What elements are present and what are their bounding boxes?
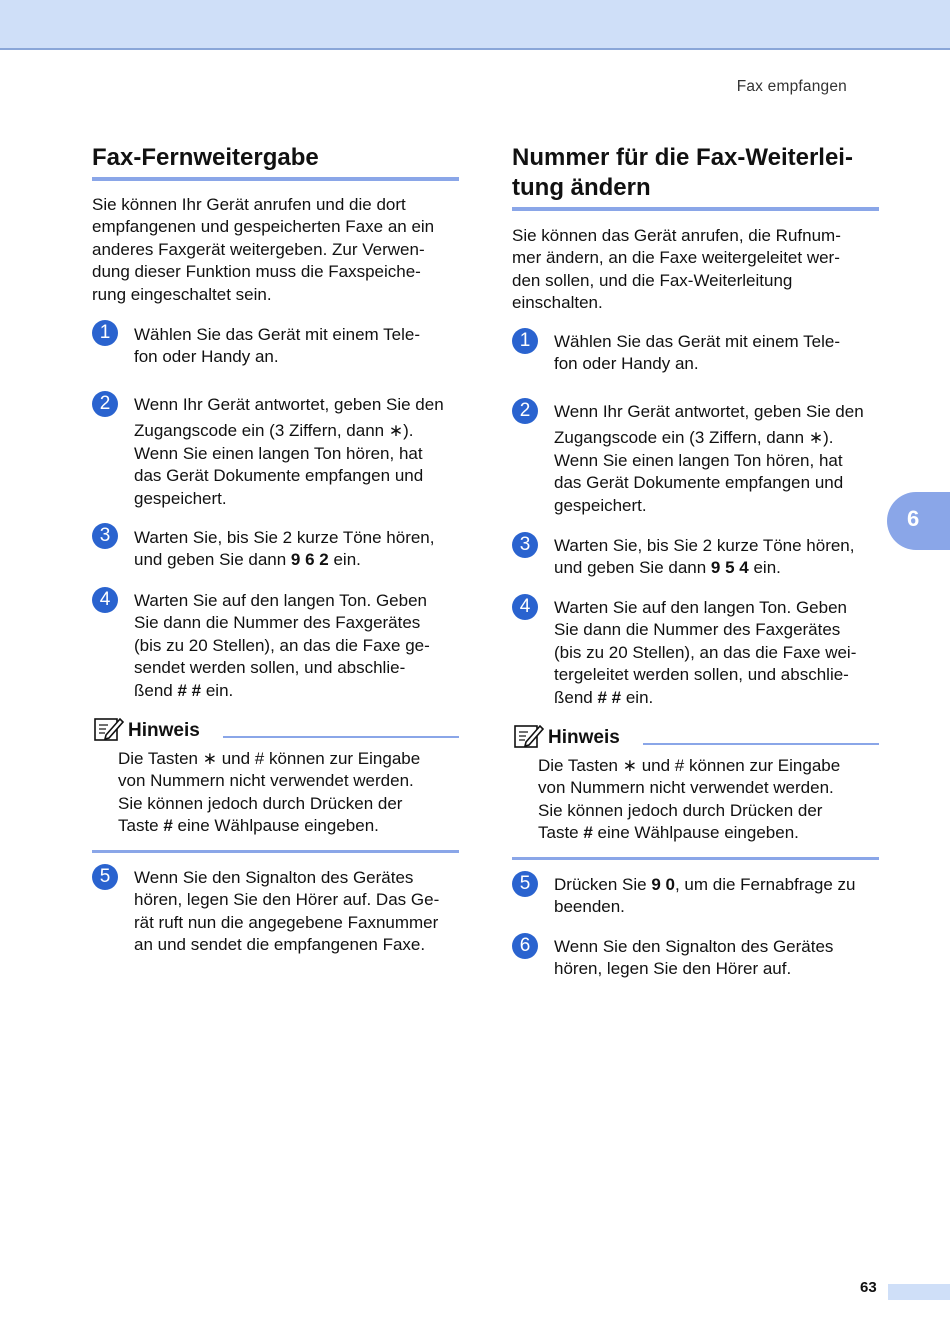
step-text: Wenn Sie den Signalton des Gerätes hören, legen Sie den Hörer auf.	[554, 937, 834, 979]
step-text: Wählen Sie das Gerät mit einem Tele- fon oder Handy an.	[134, 325, 420, 367]
right-section-title: Nummer für die Fax-Weiterlei- tung ändern	[512, 144, 853, 201]
footer-bar	[888, 1284, 950, 1300]
step-number: 1	[92, 320, 118, 346]
step-number: 4	[92, 587, 118, 613]
step-number: 3	[512, 532, 538, 558]
left-section-title: Fax-Fernweitergabe	[92, 144, 319, 171]
chapter-number: 6	[907, 506, 920, 531]
step-number: 3	[92, 523, 118, 549]
step-text: Warten Sie, bis Sie 2 kurze Töne hören, und geben Sie dann 9 5 4 ein.	[554, 536, 855, 578]
right-title-rule	[512, 207, 879, 211]
left-intro: Sie können Ihr Gerät anrufen und die dort empfangenen und gespeicherten Faxe an ein anderes Faxgerät weitergeben. Zur Verwen- dung dieser Funktion muss die Faxspeiche- rung eingeschaltet sein.	[92, 195, 435, 304]
step-text: Warten Sie, bis Sie 2 kurze Töne hören, und geben Sie dann 9 6 2 ein.	[134, 528, 435, 570]
step-number: 1	[512, 328, 538, 354]
step-number: 2	[512, 398, 538, 424]
running-title: Fax empfangen	[736, 78, 847, 95]
note-rule	[223, 736, 459, 738]
step-number: 2	[92, 391, 118, 417]
header-bar	[0, 0, 950, 50]
step-text: Wählen Sie das Gerät mit einem Tele- fon oder Handy an.	[554, 332, 840, 374]
step-number: 5	[512, 871, 538, 897]
note-rule	[643, 743, 879, 745]
step-text: Warten Sie auf den langen Ton. Geben Sie dann die Nummer des Faxgerätes (bis zu 20 Stellen), an das die Faxe wei- tergeleitet werden sollen, und abschlie- ßend # # ein.	[554, 598, 857, 707]
page-number: 63	[860, 1279, 877, 1296]
note-text: Die Tasten ∗ und # können zur Eingabe von Nummern nicht verwendet werden. Sie können jedoch durch Drücken der Taste # eine Wählpause eingeben.	[118, 749, 421, 836]
step-text: Wenn Sie den Signalton des Gerätes hören, legen Sie den Hörer auf. Das Ge- rät ruft nun die angegebene Faxnummer an und sendet die empfangenen Faxe.	[134, 868, 440, 955]
step-text: Wenn Ihr Gerät antwortet, geben Sie den Zugangscode ein (3 Ziffern, dann ∗). Wenn Sie einen langen Ton hören, hat das Gerät Dokumente empfangen und gespeichert.	[134, 395, 444, 508]
note-pencil-icon	[94, 716, 124, 742]
step-number: 5	[92, 864, 118, 890]
note-title: Hinweis	[128, 720, 200, 741]
note-title: Hinweis	[548, 727, 620, 748]
step-text: Drücken Sie 9 0, um die Fernabfrage zu beenden.	[554, 875, 856, 917]
step-number: 6	[512, 933, 538, 959]
step-number: 4	[512, 594, 538, 620]
right-intro: Sie können das Gerät anrufen, die Rufnum- mer ändern, an die Faxe weitergeleitet wer- den sollen, und die Fax-Weiterleitung einschalten.	[512, 226, 841, 313]
left-title-rule	[92, 177, 459, 181]
left-note-bottom-rule	[92, 850, 459, 853]
chapter-tab	[887, 492, 950, 550]
note-pencil-icon	[514, 723, 544, 749]
right-note-bottom-rule	[512, 857, 879, 860]
note-text: Die Tasten ∗ und # können zur Eingabe von Nummern nicht verwendet werden. Sie können jedoch durch Drücken der Taste # eine Wählpause eingeben.	[538, 756, 841, 843]
step-text: Warten Sie auf den langen Ton. Geben Sie dann die Nummer des Faxgerätes (bis zu 20 Stellen), an das die Faxe ge- sendet werden sollen, und abschlie- ßend # # ein.	[134, 591, 430, 700]
step-text: Wenn Ihr Gerät antwortet, geben Sie den Zugangscode ein (3 Ziffern, dann ∗). Wenn Sie einen langen Ton hören, hat das Gerät Dokumente empfangen und gespeichert.	[554, 402, 864, 515]
